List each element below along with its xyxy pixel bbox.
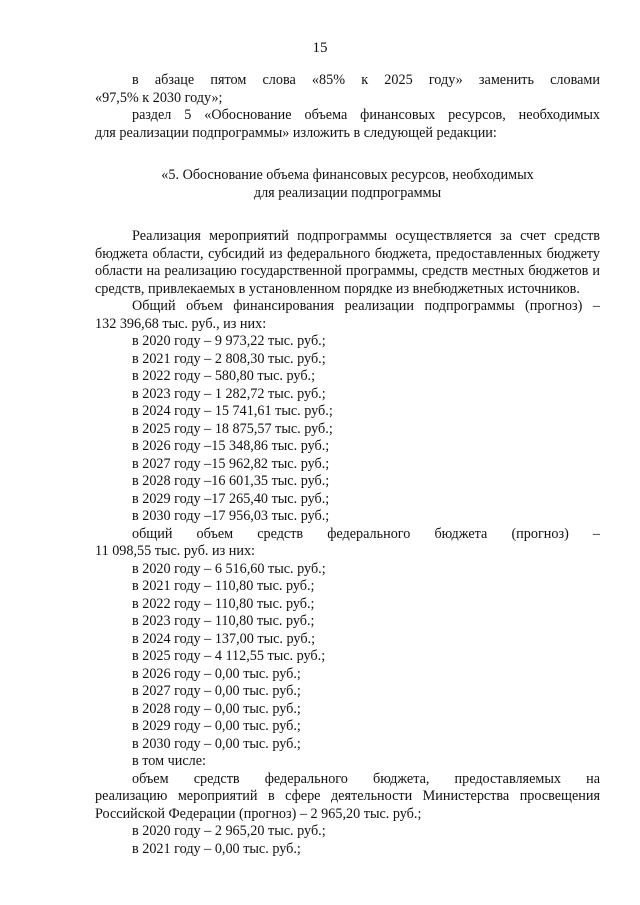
list-item: в 2022 году – 580,80 тыс. руб.; bbox=[132, 368, 316, 384]
amendment-paragraph-2-line-2: для реализации подпрограммы» изложить в следующей редакции: bbox=[95, 124, 497, 141]
list-item: в 2021 году – 2 808,30 тыс. руб.; bbox=[132, 350, 326, 367]
list-item: в 2029 году – 0,00 тыс. руб.; bbox=[132, 718, 301, 734]
amendment-paragraph-1-line-1: в абзаце пятом слова «85% к 2025 году» заменить словами bbox=[132, 72, 600, 88]
total-funding-line-1: Общий объем финансирования реализации подпрограммы (прогноз) – bbox=[132, 298, 600, 314]
list-item: в 2025 году – 18 875,57 тыс. руб.; bbox=[132, 420, 333, 437]
list-item: в 2020 году – 2 965,20 тыс. руб.; bbox=[132, 823, 326, 839]
amendment-paragraph-2-line-1: раздел 5 «Обоснование объема финансовых ресурсов, необходимых bbox=[132, 107, 600, 123]
list-item: в 2026 году –15 348,86 тыс. руб.; bbox=[132, 438, 330, 454]
amendment-paragraph-1-line-2: «97,5% к 2030 году»; bbox=[95, 89, 223, 106]
list-item: в 2027 году –15 962,82 тыс. руб.; bbox=[132, 455, 330, 472]
federal-funding-by-year bbox=[95, 561, 600, 754]
list-item: в 2021 году – 110,80 тыс. руб.; bbox=[132, 578, 315, 594]
list-item: в 2023 году – 1 282,72 тыс. руб.; bbox=[132, 385, 326, 402]
list-item: в 2028 году – 0,00 тыс. руб.; bbox=[132, 700, 301, 717]
federal-funding-line-2: 11 098,55 тыс. руб. из них: bbox=[95, 543, 255, 559]
list-item: в 2023 году – 110,80 тыс. руб.; bbox=[132, 613, 315, 629]
ministry-funding-by-year bbox=[95, 823, 600, 858]
ministry-funding-line-2: реализацию мероприятий в сфере деятельности Министерства просвещения bbox=[95, 788, 600, 804]
list-item: в 2024 году – 137,00 тыс. руб.; bbox=[132, 630, 316, 647]
list-item: в 2020 году – 9 973,22 тыс. руб.; bbox=[132, 333, 326, 349]
ministry-funding-line-3: Российской Федерации (прогноз) – 2 965,20 тыс. руб.; bbox=[95, 805, 422, 822]
page-number: 15 bbox=[312, 40, 328, 56]
list-item: в 2030 году –17 956,03 тыс. руб.; bbox=[132, 508, 330, 524]
section-heading bbox=[95, 166, 600, 202]
list-item: в 2020 году – 6 516,60 тыс. руб.; bbox=[132, 560, 326, 577]
including-label: в том числе: bbox=[132, 753, 206, 769]
list-item: в 2021 году – 0,00 тыс. руб.; bbox=[132, 840, 301, 857]
list-item: в 2027 году – 0,00 тыс. руб.; bbox=[132, 683, 301, 699]
document-body bbox=[95, 72, 600, 858]
funding-sources-paragraph: Реализация мероприятий подпрограммы осуществляется за счет средств бюджета области, субсидий из федерального бюджета, предоставленных бюджету области на реализацию государственной программы, средств местных бюджетов и средств, привлекаемых в установленном порядке из внебюджетных источников. bbox=[95, 228, 600, 297]
section-heading-line-1: «5. Обоснование объема финансовых ресурсов, необходимых bbox=[161, 167, 534, 183]
list-item: в 2022 году – 110,80 тыс. руб.; bbox=[132, 595, 315, 612]
federal-funding-line-1: общий объем средств федерального бюджета (прогноз) – bbox=[132, 525, 600, 542]
total-funding-line-2: 132 396,68 тыс. руб., из них: bbox=[95, 315, 267, 332]
list-item: в 2029 году –17 265,40 тыс. руб.; bbox=[132, 490, 330, 507]
list-item: в 2030 году – 0,00 тыс. руб.; bbox=[132, 735, 301, 752]
list-item: в 2024 году – 15 741,61 тыс. руб.; bbox=[132, 403, 333, 419]
ministry-funding-line-1: объем средств федерального бюджета, предоставляемых на bbox=[132, 770, 600, 787]
section-heading-line-2: для реализации подпрограммы bbox=[253, 185, 442, 201]
list-item: в 2025 году – 4 112,55 тыс. руб.; bbox=[132, 648, 326, 664]
list-item: в 2026 году – 0,00 тыс. руб.; bbox=[132, 665, 301, 682]
list-item: в 2028 году –16 601,35 тыс. руб.; bbox=[132, 473, 330, 489]
total-funding-by-year bbox=[95, 333, 600, 526]
